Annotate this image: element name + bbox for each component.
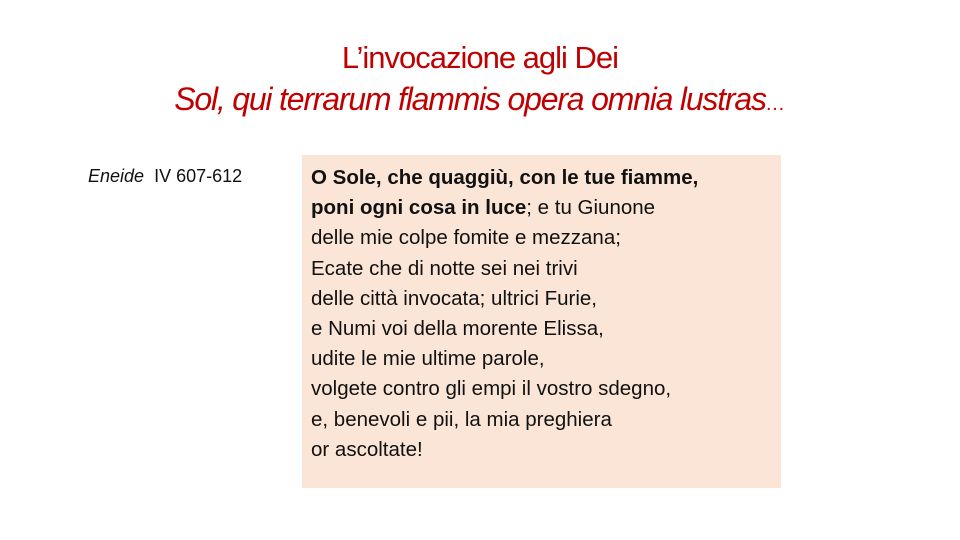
poem-line: e Numi voi della morente Elissa, xyxy=(311,317,604,341)
poem-line-rest: ; e tu Giunone xyxy=(526,196,656,220)
source-work: Eneide xyxy=(88,166,145,186)
poem-line xyxy=(311,193,781,223)
source-verses: IV 607-612 xyxy=(154,166,243,186)
poem-line: or ascoltate! xyxy=(311,437,423,461)
poem-box xyxy=(302,155,781,488)
poem-line: O Sole, che quaggiù, con le tue fiamme, xyxy=(311,166,699,189)
poem-emphasis: poni ogni cosa in luce xyxy=(311,196,527,220)
subtitle-text: Sol, qui terrarum flammis opera omnia lustras xyxy=(174,81,766,117)
poem-line: e, benevoli e pii, la mia preghiera xyxy=(311,407,612,431)
poem-line: udite le mie ultime parole, xyxy=(311,347,545,371)
poem-line: delle città invocata; ultrici Furie, xyxy=(311,286,597,310)
slide-title: L’invocazione agli Dei xyxy=(341,40,619,75)
slide-subtitle xyxy=(0,80,960,123)
subtitle-ellipsis: … xyxy=(765,93,786,115)
poem-line: volgete contro gli empi il vostro sdegno, xyxy=(311,377,672,401)
poem-line: Ecate che di notte sei nei trivi xyxy=(311,256,578,280)
poem-line: delle mie colpe fomite e mezzana; xyxy=(311,226,621,250)
source-reference xyxy=(88,166,242,187)
